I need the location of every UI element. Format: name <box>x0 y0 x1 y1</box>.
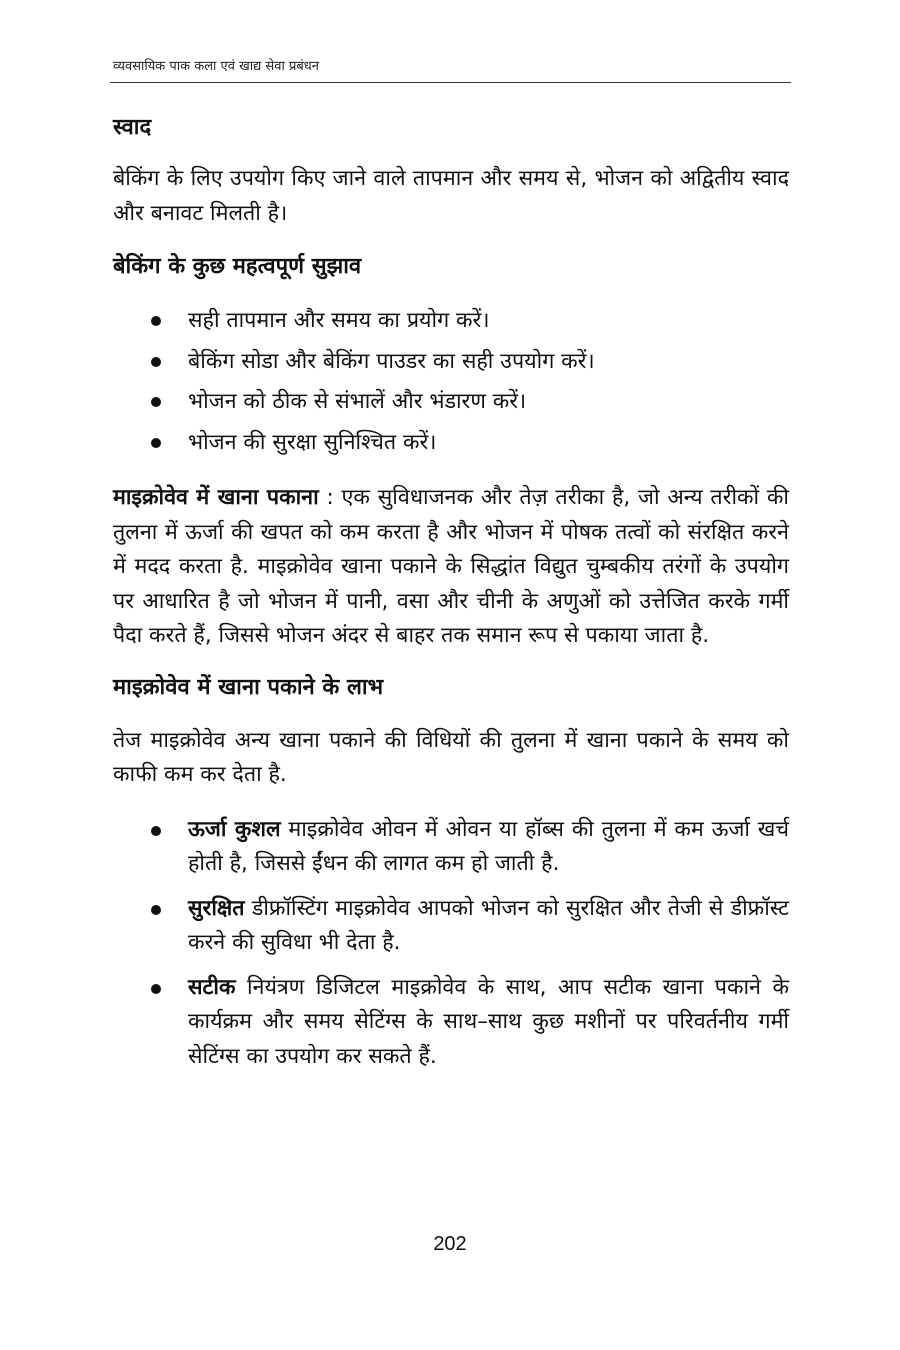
microwave-benefits-list <box>113 813 789 1075</box>
list-item <box>113 423 789 464</box>
microwave-cooking-term: माइक्रोवेव में खाना पकाना <box>113 485 319 510</box>
microwave-cooking-paragraph <box>113 481 789 654</box>
benefits-intro-paragraph: तेज माइक्रोवेव अन्य खाना पकाने की विधियों की तुलना में खाना पकाने के समय को काफी कम कर देता है. <box>113 727 789 787</box>
benefit-term: सटीक <box>188 974 236 1000</box>
list-item-text: भोजन को ठीक से संभालें और भंडारण करें। <box>188 389 527 414</box>
benefit-term: ऊर्जा कुशल <box>188 816 281 842</box>
page-number: 202 <box>433 1233 467 1255</box>
taste-paragraph: बेकिंग के लिए उपयोग किए जाने वाले तापमान और समय से, भोजन को अद्वितीय स्वाद और बनावट मिलती है। <box>113 166 789 226</box>
running-header: व्यवसायिक पाक कला एवं खाद्य सेवा प्रबंधन <box>113 59 319 74</box>
bullet-icon <box>151 316 161 326</box>
section-heading-microwave-benefits: माइक्रोवेव में खाना पकाने के लाभ <box>113 674 384 700</box>
baking-tips-list <box>113 301 789 463</box>
list-item <box>113 301 789 342</box>
benefit-text: नियंत्रण डिजिटल माइक्रोवेव के साथ, आप सटीक खाना पकाने के कार्यक्रम और समय सेटिंग्स के साथ–साथ कुछ मशीनों पर परिवर्तनीय गर्मी सेटिंग्स का उपयोग कर सकते हैं. <box>188 974 789 1069</box>
benefit-term: सुरक्षित <box>188 895 245 921</box>
section-heading-taste: स्वाद <box>113 115 152 140</box>
page-body <box>113 112 789 1084</box>
bullet-icon <box>151 826 161 836</box>
benefit-text: माइक्रोवेव ओवन में ओवन या हॉब्स की तुलना में कम ऊर्जा खर्च होती है, जिससे ईंधन की लागत कम हो जाती है. <box>188 816 789 876</box>
section-heading-baking-tips: बेकिंग के कुछ महत्वपूर्ण सुझाव <box>113 254 362 279</box>
list-item <box>113 892 789 961</box>
list-item-text: बेकिंग सोडा और बेकिंग पाउडर का सही उपयोग करें। <box>188 348 595 374</box>
bullet-icon <box>151 984 161 994</box>
bullet-icon <box>151 397 161 407</box>
list-item <box>113 342 789 383</box>
list-item-text: भोजन की सुरक्षा सुनिश्चित करें। <box>188 429 437 455</box>
list-item <box>113 382 789 423</box>
list-item-text: सही तापमान और समय का प्रयोग करें। <box>188 308 490 333</box>
bullet-icon <box>151 357 161 367</box>
benefit-text: डीफ्रॉस्टिंग माइक्रोवेव आपको भोजन को सुरक्षित और तेजी से डीफ्रॉस्ट करने की सुविधा भी देता है. <box>188 895 789 955</box>
header-divider <box>110 82 791 83</box>
list-item <box>113 971 789 1075</box>
list-item <box>113 813 789 882</box>
bullet-icon <box>151 905 161 915</box>
microwave-cooking-text: : एक सुविधाजनक और तेज़ तरीका है, जो अन्य तरीकों की तुलना में ऊर्जा की खपत को कम करता है और भोजन में पोषक तत्वों को संरक्षित करने में मदद करता है. माइक्रोवेव खाना पकाने के सिद्धांत विद्युत चुम्बकीय तरंगों के उपयोग पर आधारित है जो भोजन में पानी, वसा और चीनी के अणुओं को उत्तेजित करके गर्मी पैदा करते हैं, जिससे भोजन अंदर से बाहर तक समान रूप से पकाया जाता है. <box>113 485 789 648</box>
bullet-icon <box>151 438 161 448</box>
